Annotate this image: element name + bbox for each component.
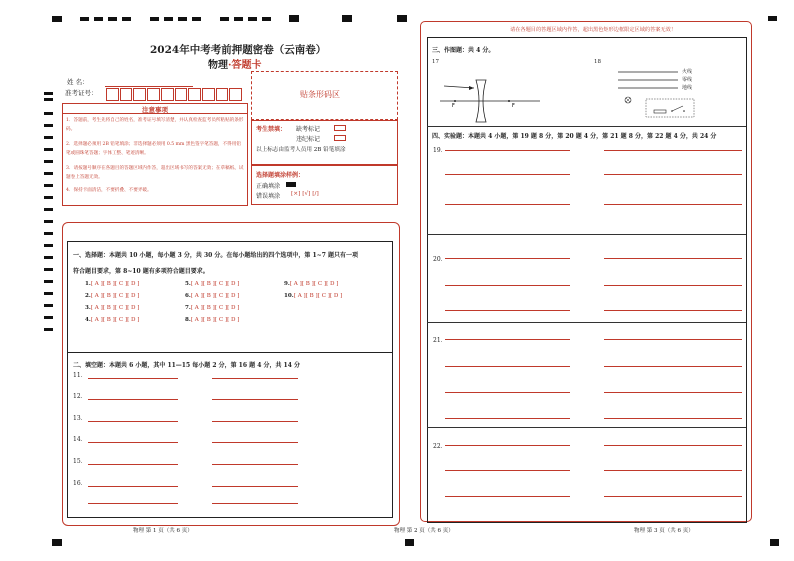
mcq-option-bubble[interactable]: [ C ] [214, 293, 228, 299]
exam-no-boxes[interactable] [106, 88, 242, 101]
mcq-option-bubble[interactable]: [ B ] [202, 317, 215, 323]
mcq-question [284, 293, 342, 299]
fill-answer-line[interactable] [88, 421, 178, 422]
experiment-answer-line[interactable] [445, 150, 570, 151]
mcq-option-bubble[interactable]: [ B ] [301, 281, 314, 287]
fill-answer-line[interactable] [212, 378, 298, 379]
mcq-option-bubble[interactable]: [ D ] [127, 317, 140, 323]
barcode-label: 贴条形码区 [300, 90, 340, 99]
mcq-option-bubble[interactable]: [ B ] [305, 293, 318, 299]
footer-page-2: 物理 第 2 页（共 6 页） [394, 528, 454, 534]
mcq-option-bubble[interactable]: [ A ] [190, 317, 203, 323]
mcq-question [85, 305, 139, 311]
experiment-answer-line[interactable] [604, 285, 742, 286]
fill-question-number: 14． [73, 436, 87, 443]
svg-text:F: F [452, 103, 455, 109]
subject-dot: · [228, 60, 232, 71]
sheet-type-label: 答题卡 [231, 60, 262, 71]
fill-answer-line[interactable] [88, 464, 178, 465]
mcq-option-bubble[interactable]: [ A ] [190, 293, 203, 299]
experiment-answer-line[interactable] [445, 392, 570, 393]
correct-fill-mark [286, 182, 296, 187]
experiment-answer-line[interactable] [604, 392, 742, 393]
wrong-fill-label: 错误填涂 [256, 193, 281, 200]
mcq-question-number: 2. [85, 293, 91, 299]
mcq-question-number: 6. [185, 293, 191, 299]
footer-page-3: 物理 第 3 页（共 6 页） [634, 528, 694, 534]
fill-answer-line[interactable] [212, 421, 298, 422]
mcq-option-bubble[interactable]: [ B ] [102, 317, 115, 323]
mcq-option-bubble[interactable]: [ B ] [102, 305, 115, 311]
answer-frame-right [427, 37, 747, 523]
mcq-question-number: 5. [185, 281, 191, 287]
mcq-option-bubble[interactable]: [ D ] [227, 293, 240, 299]
fill-answer-line[interactable] [88, 503, 178, 504]
notes-item-3: 3．请按题号顺序在各题目的答题区域内作答，超出区域书写的答案无效；在草稿纸、试题卷上答题无效。 [66, 166, 244, 180]
mcq-option-bubble[interactable]: [ B ] [202, 281, 215, 287]
experiment-question-number: 20． [433, 256, 447, 263]
experiment-answer-line[interactable] [445, 204, 570, 205]
mcq-option-bubble[interactable]: [ B ] [102, 293, 115, 299]
fill-question-number: 16． [73, 480, 87, 487]
section4-title: 四、实验题：本题共 4 小题，第 19 题 8 分，第 20 题 4 分，第 21 题 8 分，第 22 题 4 分，共 24 分 [432, 133, 717, 140]
experiment-answer-line[interactable] [445, 418, 570, 419]
page-title: 2024年中考考前押题密卷（云南卷） [150, 44, 327, 56]
experiment-answer-line[interactable] [604, 445, 742, 446]
mcq-question-number: 7. [185, 305, 191, 311]
section2-box [67, 352, 393, 518]
experiment-answer-line[interactable] [445, 310, 570, 311]
mcq-option-bubble[interactable]: [ C ] [313, 281, 327, 287]
mcq-question-number: 9. [284, 281, 290, 287]
section3-title: 三、作图题：共 4 分。 [432, 47, 495, 54]
subject-label: 物理 [208, 60, 228, 71]
mcq-option-bubble[interactable]: [ D ] [227, 317, 240, 323]
fill-answer-line[interactable] [212, 399, 298, 400]
fill-answer-line[interactable] [88, 442, 178, 443]
section1-title: 一、选择题：本题共 10 小题，每小题 3 分，共 30 分。在每小题给出的四个选项中，第 1~7 题只有一项 [73, 252, 358, 259]
correct-fill-label: 正确填涂 [256, 183, 281, 190]
experiment-answer-line[interactable] [445, 285, 570, 286]
experiment-question-number: 19． [433, 147, 447, 154]
wire-ground-label: 地线 [682, 85, 693, 91]
mcq-option-bubble[interactable]: [ B ] [202, 293, 215, 299]
mcq-question-number: 10. [284, 293, 294, 299]
fill-question-number: 11． [73, 372, 87, 379]
section2-title: 二、填空题：本题共 6 小题，其中 11—15 每小题 2 分，第 16 题 4 分，共 14 分 [73, 362, 300, 369]
mcq-option-bubble[interactable]: [ A ] [90, 281, 103, 287]
mcq-option-bubble[interactable]: [ C ] [114, 293, 128, 299]
experiment-answer-line[interactable] [445, 445, 570, 446]
mcq-question [284, 281, 338, 287]
experiment-answer-line[interactable] [445, 258, 570, 259]
notes-title: 注意事项 [142, 106, 168, 114]
section1-title-2: 符合题目要求，第 8~10 题有多项符合题目要求。 [73, 268, 209, 275]
wire-neutral-label: 零线 [682, 77, 693, 83]
mcq-option-bubble[interactable]: [ A ] [190, 305, 203, 311]
notes-item-2: 2．选择题必须用 2B 铅笔填涂；非选择题必须用 0.5 mm 黑色签字笔答题，不得用铅笔或圆珠笔答题；字体工整、笔迹清晰。 [66, 142, 241, 156]
exam-no-label: 准考证号： [65, 89, 98, 97]
mcq-question [185, 317, 239, 323]
mcq-option-bubble[interactable]: [ B ] [202, 305, 215, 311]
mcq-question-number: 1. [85, 281, 91, 287]
notes-item-4: 4．保持卡面清洁，不要折叠、不要弄破。 [66, 188, 152, 193]
mcq-question [185, 305, 239, 311]
experiment-answer-line[interactable] [604, 174, 742, 175]
name-field[interactable] [105, 86, 193, 87]
mcq-option-bubble[interactable]: [ C ] [214, 305, 228, 311]
absent-label: 缺考标记 [296, 126, 321, 133]
mcq-option-bubble[interactable]: [ A ] [90, 305, 103, 311]
mcq-option-bubble[interactable]: [ D ] [329, 293, 343, 299]
wire-live-label: 火线 [682, 69, 693, 75]
mcq-question [185, 281, 239, 287]
experiment-answer-line[interactable] [445, 496, 570, 497]
mcq-option-bubble[interactable]: [ D ] [127, 281, 140, 287]
experiment-answer-line[interactable] [445, 366, 570, 367]
mcq-option-bubble[interactable]: [ C ] [317, 293, 330, 299]
subject-line [208, 56, 261, 71]
experiment-answer-line[interactable] [445, 339, 570, 340]
mcq-option-bubble[interactable]: [ C ] [214, 281, 228, 287]
experiment-question-number: 21． [433, 337, 447, 344]
mcq-option-bubble[interactable]: [ A ] [289, 281, 302, 287]
experiment-answer-line[interactable] [604, 150, 742, 151]
experiment-answer-line[interactable] [604, 418, 742, 419]
q17-label: 17 [432, 59, 439, 65]
mcq-option-bubble[interactable]: [ D ] [227, 305, 240, 311]
q18-label: 18 [594, 59, 601, 65]
mcq-option-bubble[interactable]: [ C ] [114, 305, 128, 311]
mcq-question-number: 4. [85, 317, 91, 323]
corner-mark-bc [405, 539, 414, 546]
mcq-option-bubble[interactable]: [ A ] [190, 281, 203, 287]
fill-question-number: 13． [73, 415, 87, 422]
section-divider [427, 322, 746, 323]
mcq-option-bubble[interactable]: [ D ] [127, 293, 140, 299]
fill-answer-line[interactable] [212, 442, 298, 443]
absent-note: 以上标志由监考人员用 2B 铅笔填涂 [256, 147, 346, 153]
absent-title: 考生禁填： [256, 126, 287, 133]
fill-example-title: 选择题填涂样例： [256, 172, 305, 179]
fill-answer-line[interactable] [88, 486, 178, 487]
corner-mark-bl [52, 539, 62, 546]
fill-answer-line[interactable] [88, 399, 178, 400]
mcq-option-bubble[interactable]: [ D ] [227, 281, 240, 287]
experiment-answer-line[interactable] [445, 470, 570, 471]
mcq-option-bubble[interactable]: [ B ] [102, 281, 115, 287]
svg-text:F: F [512, 103, 515, 109]
experiment-question-number: 22． [433, 443, 447, 450]
fill-answer-line[interactable] [212, 503, 298, 504]
mcq-question-number: 3. [85, 305, 91, 311]
corner-mark-br [770, 539, 779, 546]
experiment-answer-line[interactable] [604, 496, 742, 497]
experiment-answer-line[interactable] [445, 174, 570, 175]
mcq-option-bubble[interactable]: [ A ] [90, 293, 103, 299]
name-label: 姓 名： [67, 78, 89, 86]
footer-page-1: 物理 第 1 页（共 6 页） [133, 528, 193, 534]
experiment-answer-line[interactable] [604, 470, 742, 471]
mcq-option-bubble[interactable]: [ A ] [90, 317, 103, 323]
right-notice: 请在各题目的答题区域内作答，超出黑色矩形边框限定区域的答案无效！ [510, 27, 677, 33]
mcq-option-bubble[interactable]: [ C ] [114, 281, 128, 287]
fill-answer-line[interactable] [212, 486, 298, 487]
violation-mark-box[interactable] [334, 135, 346, 141]
mcq-question [85, 281, 139, 287]
mcq-option-bubble[interactable]: [ D ] [326, 281, 339, 287]
absent-mark-box[interactable] [334, 125, 346, 131]
experiment-answer-line[interactable] [604, 204, 742, 205]
mcq-question [85, 293, 139, 299]
fill-answer-line[interactable] [88, 378, 178, 379]
experiment-answer-line[interactable] [604, 366, 742, 367]
fill-question-number: 12． [73, 393, 87, 400]
experiment-answer-line[interactable] [604, 258, 742, 259]
mcq-option-bubble[interactable]: [ C ] [214, 317, 228, 323]
notes-item-1: 1．答题前，考生先将自己的姓名，准考证号填写清楚，并认真检查监考员所粘贴的条形码。 [66, 118, 244, 132]
mcq-question [185, 293, 239, 299]
fill-answer-line[interactable] [212, 464, 298, 465]
mcq-question [85, 317, 139, 323]
wrong-fill-marks: [×] [√] [/] [291, 191, 319, 197]
fill-question-number: 15． [73, 458, 87, 465]
experiment-answer-line[interactable] [604, 339, 742, 340]
section-divider [427, 234, 746, 235]
mcq-question-number: 8. [185, 317, 191, 323]
mcq-option-bubble[interactable]: [ C ] [114, 317, 128, 323]
mcq-option-bubble[interactable]: [ A ] [293, 293, 306, 299]
experiment-answer-line[interactable] [604, 310, 742, 311]
violation-label: 违纪标记 [296, 136, 321, 143]
section-divider [427, 427, 746, 428]
mcq-option-bubble[interactable]: [ D ] [127, 305, 140, 311]
